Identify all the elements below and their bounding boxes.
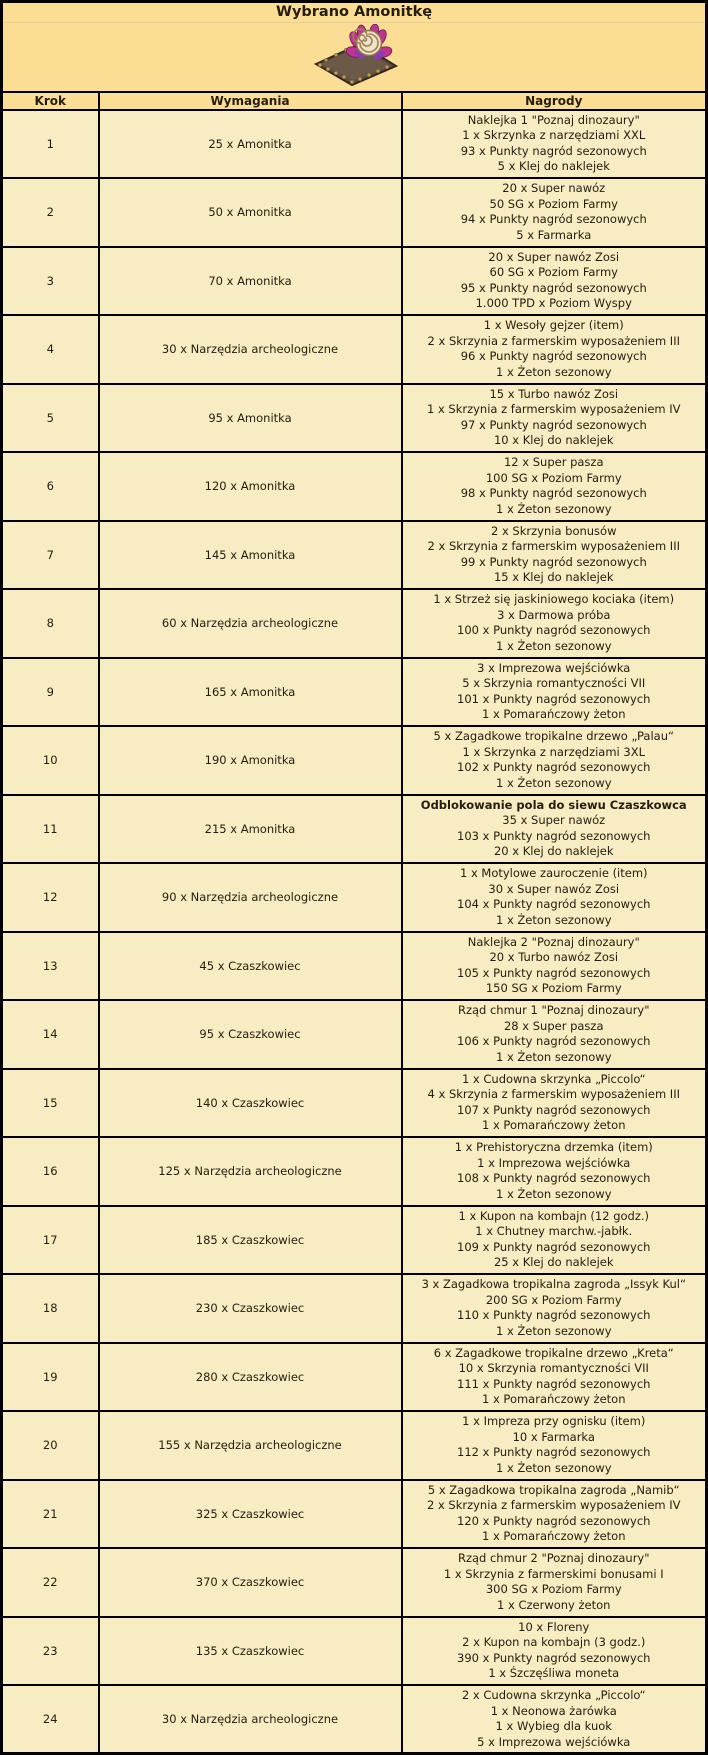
reward-line: 97 x Punkty nagród sezonowych bbox=[460, 417, 647, 432]
reward-line: 1 x Skrzynia z farmerskimi bonusami I bbox=[443, 1566, 664, 1581]
table-row bbox=[2, 1480, 707, 1549]
table-row bbox=[2, 247, 707, 316]
requirement-cell: 95 x Czaszkowiec bbox=[99, 1000, 402, 1069]
reward-line: 105 x Punkty nagród sezonowych bbox=[457, 965, 651, 980]
header-wymagania: Wymagania bbox=[99, 92, 402, 110]
title-row bbox=[2, 2, 707, 23]
rewards-cell bbox=[402, 315, 707, 384]
rewards-cell bbox=[402, 863, 707, 932]
reward-line: 1 x Pomarańczowy żeton bbox=[481, 707, 626, 722]
requirement-cell: 280 x Czaszkowiec bbox=[99, 1343, 402, 1412]
reward-line: 2 x Cudowna skrzynka „Piccolo“ bbox=[461, 1688, 646, 1702]
reward-line: 2 x Skrzynia z farmerskim wyposażeniem III bbox=[427, 333, 680, 348]
requirement-cell: 185 x Czaszkowiec bbox=[99, 1206, 402, 1275]
requirement-cell: 325 x Czaszkowiec bbox=[99, 1480, 402, 1549]
rewards-cell bbox=[402, 795, 707, 864]
rewards-cell bbox=[402, 384, 707, 453]
reward-line: 1 x Impreza przy ognisku (item) bbox=[462, 1414, 646, 1429]
rewards-cell bbox=[402, 1137, 707, 1206]
reward-line: 1 x Kupon na kombajn (12 godz.) bbox=[458, 1208, 650, 1223]
requirement-cell: 30 x Narzędzia archeologiczne bbox=[99, 315, 402, 384]
reward-line: 1 x Żeton sezonowy bbox=[495, 364, 612, 379]
reward-line: 20 x Super nawóz bbox=[502, 181, 606, 196]
reward-line: 120 x Punkty nagród sezonowych bbox=[457, 1513, 651, 1528]
requirement-cell: 165 x Amonitka bbox=[99, 658, 402, 727]
reward-line: 104 x Punkty nagród sezonowych bbox=[457, 897, 651, 912]
reward-line: 300 SG x Poziom Farmy bbox=[485, 1582, 622, 1597]
reward-line: 1 x Wybieg dla kuok bbox=[495, 1719, 612, 1734]
reward-line: 5 x Klej do naklejek bbox=[497, 159, 610, 174]
reward-line: 98 x Punkty nagród sezonowych bbox=[460, 486, 647, 501]
table-row bbox=[2, 315, 707, 384]
reward-line: 390 x Punkty nagród sezonowych bbox=[457, 1650, 651, 1665]
rewards-cell bbox=[402, 726, 707, 795]
rewards-cell bbox=[402, 1548, 707, 1617]
reward-line: 20 x Klej do naklejek bbox=[493, 844, 614, 859]
reward-line: 96 x Punkty nagród sezonowych bbox=[460, 349, 647, 364]
reward-line: 2 x Skrzynia z farmerskim wyposażeniem III bbox=[427, 539, 680, 554]
reward-line: 1 x Skrzynka z narzędziami XXL bbox=[462, 128, 646, 143]
reward-line: 93 x Punkty nagród sezonowych bbox=[460, 143, 647, 158]
reward-line: 2 x Kupon na kombajn (3 godz.) bbox=[462, 1635, 646, 1650]
reward-line: 94 x Punkty nagród sezonowych bbox=[460, 212, 647, 227]
reward-line: 1 x Żeton sezonowy bbox=[495, 1186, 612, 1201]
reward-line: 1 x Żeton sezonowy bbox=[495, 1460, 612, 1475]
table-row bbox=[2, 1411, 707, 1480]
requirement-cell: 70 x Amonitka bbox=[99, 247, 402, 316]
step-cell: 15 bbox=[2, 1069, 99, 1138]
ammonite-dig-site-icon bbox=[306, 24, 402, 86]
requirement-cell: 230 x Czaszkowiec bbox=[99, 1274, 402, 1343]
reward-line: 2 x Skrzynia bonusów bbox=[491, 523, 617, 538]
reward-line: 111 x Punkty nagród sezonowych bbox=[457, 1376, 651, 1391]
rewards-cell bbox=[402, 521, 707, 590]
reward-line: 5 x Zagadkowa tropikalna zagroda „Namib“ bbox=[427, 1482, 680, 1497]
step-cell: 11 bbox=[2, 795, 99, 864]
step-cell: 12 bbox=[2, 863, 99, 932]
header-nagrody: Nagrody bbox=[402, 92, 707, 110]
requirement-cell: 25 x Amonitka bbox=[99, 110, 402, 179]
table-row bbox=[2, 178, 707, 247]
reward-line: 15 x Turbo nawóz Zosi bbox=[489, 386, 619, 401]
table-row bbox=[2, 452, 707, 521]
requirement-cell: 120 x Amonitka bbox=[99, 452, 402, 521]
reward-line: 102 x Punkty nagród sezonowych bbox=[457, 760, 651, 775]
reward-line: 60 SG x Poziom Farmy bbox=[489, 265, 618, 280]
requirement-cell: 135 x Czaszkowiec bbox=[99, 1617, 402, 1686]
rewards-cell bbox=[402, 1411, 707, 1480]
reward-line: 1 x Pomarańczowy żeton bbox=[481, 1118, 626, 1133]
reward-line: 1 x Żeton sezonowy bbox=[495, 638, 612, 653]
step-cell: 4 bbox=[2, 315, 99, 384]
reward-line: 12 x Super pasza bbox=[503, 455, 604, 470]
reward-line: 1 x Skrzynka z narzędziami 3XL bbox=[462, 744, 645, 759]
step-cell: 10 bbox=[2, 726, 99, 795]
rewards-cell bbox=[402, 247, 707, 316]
reward-line: 1 x Żeton sezonowy bbox=[495, 501, 612, 516]
subject-image-cell bbox=[2, 23, 707, 92]
reward-line: 99 x Punkty nagród sezonowych bbox=[460, 554, 647, 569]
rewards-cell bbox=[402, 1274, 707, 1343]
reward-line: 106 x Punkty nagród sezonowych bbox=[457, 1034, 651, 1049]
reward-line: 25 x Klej do naklejek bbox=[493, 1255, 614, 1270]
reward-line: Rząd chmur 1 "Poznaj dinozaury" bbox=[457, 1003, 650, 1018]
step-cell: 1 bbox=[2, 110, 99, 179]
reward-line: 100 SG x Poziom Farmy bbox=[485, 470, 622, 485]
reward-line: 1 x Żeton sezonowy bbox=[495, 1323, 612, 1338]
reward-line: 1 x Imprezowa wejściówka bbox=[477, 1155, 631, 1170]
table-row bbox=[2, 1000, 707, 1069]
table-row bbox=[2, 1548, 707, 1617]
reward-line: Odblokowanie pola do siewu Czaszkowca bbox=[420, 797, 687, 812]
step-cell: 6 bbox=[2, 452, 99, 521]
header-row bbox=[2, 92, 707, 110]
reward-line: 95 x Punkty nagród sezonowych bbox=[460, 280, 647, 295]
reward-line: 10 x Floreny bbox=[518, 1619, 590, 1634]
reward-line: 1 x Pomarańczowy żeton bbox=[481, 1392, 626, 1407]
reward-line: 28 x Super pasza bbox=[503, 1018, 604, 1033]
reward-line: 4 x Skrzynia z farmerskim wyposażeniem III bbox=[427, 1087, 680, 1102]
step-cell: 22 bbox=[2, 1548, 99, 1617]
reward-line: 1 x Wesoły gejzer (item) bbox=[483, 318, 624, 333]
reward-line: 101 x Punkty nagród sezonowych bbox=[457, 691, 651, 706]
reward-line: Naklejka 1 "Poznaj dinozaury" bbox=[467, 112, 640, 127]
rewards-cell bbox=[402, 658, 707, 727]
table-row bbox=[2, 726, 707, 795]
reward-line: 20 x Turbo nawóz Zosi bbox=[489, 950, 619, 965]
reward-line: 200 SG x Poziom Farmy bbox=[485, 1292, 622, 1307]
reward-line: 20 x Super nawóz Zosi bbox=[488, 249, 620, 264]
header-krok: Krok bbox=[2, 92, 99, 110]
table-row bbox=[2, 1069, 707, 1138]
step-cell: 18 bbox=[2, 1274, 99, 1343]
rewards-cell bbox=[402, 1343, 707, 1412]
rewards-cell bbox=[402, 1617, 707, 1686]
reward-line: 50 SG x Poziom Farmy bbox=[489, 196, 618, 211]
page-title: Wybrano Amonitkę bbox=[2, 2, 707, 23]
reward-line: 150 SG x Poziom Farmy bbox=[485, 981, 622, 996]
reward-line: 109 x Punkty nagród sezonowych bbox=[457, 1239, 651, 1254]
reward-line: 10 x Skrzynia romantyczności VII bbox=[458, 1361, 649, 1376]
reward-line: 10 x Farmarka bbox=[512, 1429, 595, 1444]
table-row bbox=[2, 589, 707, 658]
requirement-cell: 370 x Czaszkowiec bbox=[99, 1548, 402, 1617]
reward-line: 112 x Punkty nagród sezonowych bbox=[457, 1445, 651, 1460]
reward-line: 103 x Punkty nagród sezonowych bbox=[457, 828, 651, 843]
step-cell: 17 bbox=[2, 1206, 99, 1275]
step-cell: 8 bbox=[2, 589, 99, 658]
requirement-cell: 215 x Amonitka bbox=[99, 795, 402, 864]
table-row bbox=[2, 932, 707, 1001]
table-row bbox=[2, 795, 707, 864]
requirement-cell: 145 x Amonitka bbox=[99, 521, 402, 590]
reward-line: 10 x Klej do naklejek bbox=[493, 433, 614, 448]
reward-line: 1.000 TPD x Poziom Wyspy bbox=[475, 296, 632, 311]
reward-line: 1 x Prehistoryczna drzemka (item) bbox=[454, 1140, 653, 1155]
reward-line: 1 x Skrzynia z farmerskim wyposażeniem IV bbox=[426, 402, 681, 417]
reward-line: 1 x Strzeż się jaskiniowego kociaka (item) bbox=[433, 592, 675, 607]
table-row bbox=[2, 1206, 707, 1275]
step-cell: 7 bbox=[2, 521, 99, 590]
step-cell: 5 bbox=[2, 384, 99, 453]
requirement-cell: 60 x Narzędzia archeologiczne bbox=[99, 589, 402, 658]
step-cell: 20 bbox=[2, 1411, 99, 1480]
image-row bbox=[2, 23, 707, 92]
step-cell: 23 bbox=[2, 1617, 99, 1686]
step-cell: 2 bbox=[2, 178, 99, 247]
reward-line: 3 x Darmowa próba bbox=[497, 607, 611, 622]
table-row bbox=[2, 1343, 707, 1412]
reward-line: Naklejka 2 "Poznaj dinozaury" bbox=[467, 934, 640, 949]
rewards-cell bbox=[402, 932, 707, 1001]
reward-line: Rząd chmur 2 "Poznaj dinozaury" bbox=[457, 1551, 650, 1566]
requirement-cell: 190 x Amonitka bbox=[99, 726, 402, 795]
reward-line: 5 x Imprezowa wejściówka bbox=[477, 1734, 631, 1749]
reward-line: 6 x Zagadkowe tropikalne drzewo „Kreta“ bbox=[433, 1345, 674, 1360]
reward-line: 1 x Śzczęśliwa moneta bbox=[488, 1666, 620, 1681]
rewards-cell bbox=[402, 178, 707, 247]
step-cell: 9 bbox=[2, 658, 99, 727]
reward-line: 3 x Zagadkowa tropikalna zagroda „Issyk Kul“ bbox=[421, 1277, 686, 1292]
rewards-cell bbox=[402, 110, 707, 179]
requirement-cell: 30 x Narzędzia archeologiczne bbox=[99, 1685, 402, 1754]
step-cell: 19 bbox=[2, 1343, 99, 1412]
reward-line: 1 x Motylowe zauroczenie (item) bbox=[459, 866, 648, 881]
table-row bbox=[2, 110, 707, 179]
reward-line: 1 x Żeton sezonowy bbox=[495, 912, 612, 927]
reward-line: 2 x Skrzynia z farmerskim wyposażeniem IV bbox=[426, 1498, 681, 1513]
reward-line: 35 x Super nawóz bbox=[502, 813, 606, 828]
table-row bbox=[2, 863, 707, 932]
requirement-cell: 155 x Narzędzia archeologiczne bbox=[99, 1411, 402, 1480]
table-body bbox=[2, 110, 707, 1754]
table-row bbox=[2, 658, 707, 727]
reward-line: 1 x Chutney marchw.-jabłk. bbox=[475, 1224, 633, 1239]
step-cell: 14 bbox=[2, 1000, 99, 1069]
requirement-cell: 95 x Amonitka bbox=[99, 384, 402, 453]
requirement-cell: 140 x Czaszkowiec bbox=[99, 1069, 402, 1138]
step-cell: 16 bbox=[2, 1137, 99, 1206]
reward-line: 3 x Imprezowa wejściówka bbox=[477, 660, 631, 675]
reward-line: 100 x Punkty nagród sezonowych bbox=[457, 623, 651, 638]
rewards-cell bbox=[402, 1206, 707, 1275]
reward-line: 15 x Klej do naklejek bbox=[493, 570, 614, 585]
rewards-cell bbox=[402, 1685, 707, 1754]
reward-line: 1 x Pomarańczowy żeton bbox=[481, 1529, 626, 1544]
step-cell: 3 bbox=[2, 247, 99, 316]
step-cell: 24 bbox=[2, 1685, 99, 1754]
reward-line: 1 x Żeton sezonowy bbox=[495, 775, 612, 790]
reward-line: 1 x Neonowa żarówka bbox=[490, 1703, 617, 1718]
reward-line: 1 x Cudowna skrzynka „Piccolo“ bbox=[461, 1071, 646, 1086]
requirement-cell: 125 x Narzędzia archeologiczne bbox=[99, 1137, 402, 1206]
reward-line: 5 x Farmarka bbox=[516, 227, 592, 242]
rewards-cell bbox=[402, 1069, 707, 1138]
reward-line: 107 x Punkty nagród sezonowych bbox=[457, 1102, 651, 1117]
table-row bbox=[2, 521, 707, 590]
requirement-cell: 90 x Narzędzia archeologiczne bbox=[99, 863, 402, 932]
requirement-cell: 45 x Czaszkowiec bbox=[99, 932, 402, 1001]
rewards-cell bbox=[402, 1000, 707, 1069]
step-cell: 21 bbox=[2, 1480, 99, 1549]
step-cell: 13 bbox=[2, 932, 99, 1001]
reward-line: 30 x Super nawóz Zosi bbox=[488, 881, 620, 896]
rewards-cell bbox=[402, 1480, 707, 1549]
table-row bbox=[2, 1685, 707, 1754]
table-row bbox=[2, 1274, 707, 1343]
reward-line: 1 x Żeton sezonowy bbox=[495, 1049, 612, 1064]
reward-line: 5 x Skrzynia romantyczności VII bbox=[462, 676, 646, 691]
table-row bbox=[2, 384, 707, 453]
reward-line: 5 x Zagadkowe tropikalne drzewo „Palau“ bbox=[433, 729, 674, 744]
rewards-cell bbox=[402, 589, 707, 658]
rewards-cell bbox=[402, 452, 707, 521]
requirement-cell: 50 x Amonitka bbox=[99, 178, 402, 247]
reward-line: 1 x Czerwony żeton bbox=[497, 1597, 611, 1612]
reward-line: 110 x Punkty nagród sezonowych bbox=[457, 1308, 651, 1323]
table-row bbox=[2, 1617, 707, 1686]
table-row bbox=[2, 1137, 707, 1206]
reward-line: 108 x Punkty nagród sezonowych bbox=[457, 1171, 651, 1186]
